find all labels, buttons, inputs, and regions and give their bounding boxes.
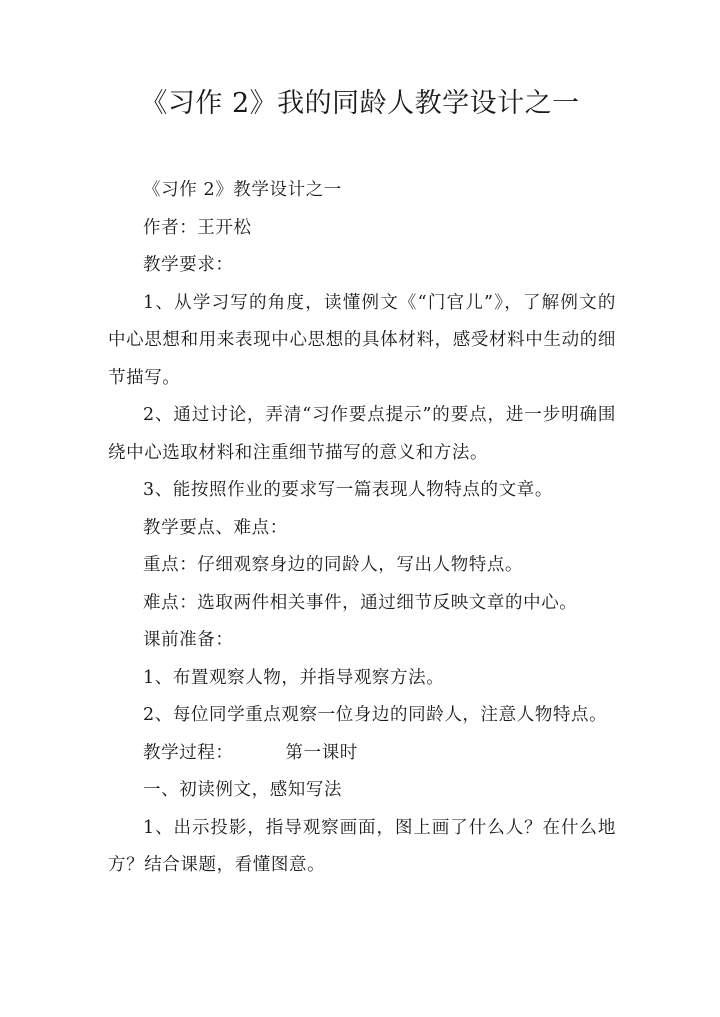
section-heading: 一、初读例文，感知写法 [143, 780, 343, 800]
session-label: 第一课时 [285, 742, 358, 763]
preparation-heading: 课前准备： [143, 630, 234, 650]
requirement-item: 2、通过讨论，弄清“习作要点提示”的要点，进一步明确围绕中心选取材料和注重细节描写的意义和方法。 [108, 405, 616, 463]
process-paragraph [108, 735, 616, 773]
requirements-heading: 教学要求： [143, 255, 234, 275]
requirement-item: 1、从学习写的角度，读懂例文《“门官儿”》，了解例文的中心思想和用来表现中心思想的具体材料，感受材料中生动的细节描写。 [108, 292, 616, 388]
author-paragraph: 作者：王开松 [143, 217, 252, 238]
document-body [108, 172, 616, 885]
preparation-item: 1、布置观察人物，并指导观察方法。 [143, 667, 445, 688]
preparation-item: 2、每位同学重点观察一位身边的同龄人，注意人物特点。 [143, 705, 608, 725]
difficulty-paragraph: 难点：选取两件相关事件，通过细节反映文章的中心。 [143, 592, 578, 613]
key-points-heading: 教学要点、难点： [143, 517, 288, 538]
subtitle-paragraph: 《习作 2》教学设计之一 [143, 180, 342, 200]
document-title: 《习作 2》我的同龄人教学设计之一 [140, 88, 580, 119]
process-label: 教学过程： [143, 742, 234, 763]
requirement-item: 3、能按照作业的要求写一篇表现人物特点的文章。 [143, 480, 553, 500]
section-item: 1、出示投影，指导观察画面，图上画了什么人？在什么地方？结合课题，看懂图意。 [108, 817, 616, 875]
key-point-paragraph: 重点：仔细观察身边的同龄人，写出人物特点。 [143, 555, 524, 575]
